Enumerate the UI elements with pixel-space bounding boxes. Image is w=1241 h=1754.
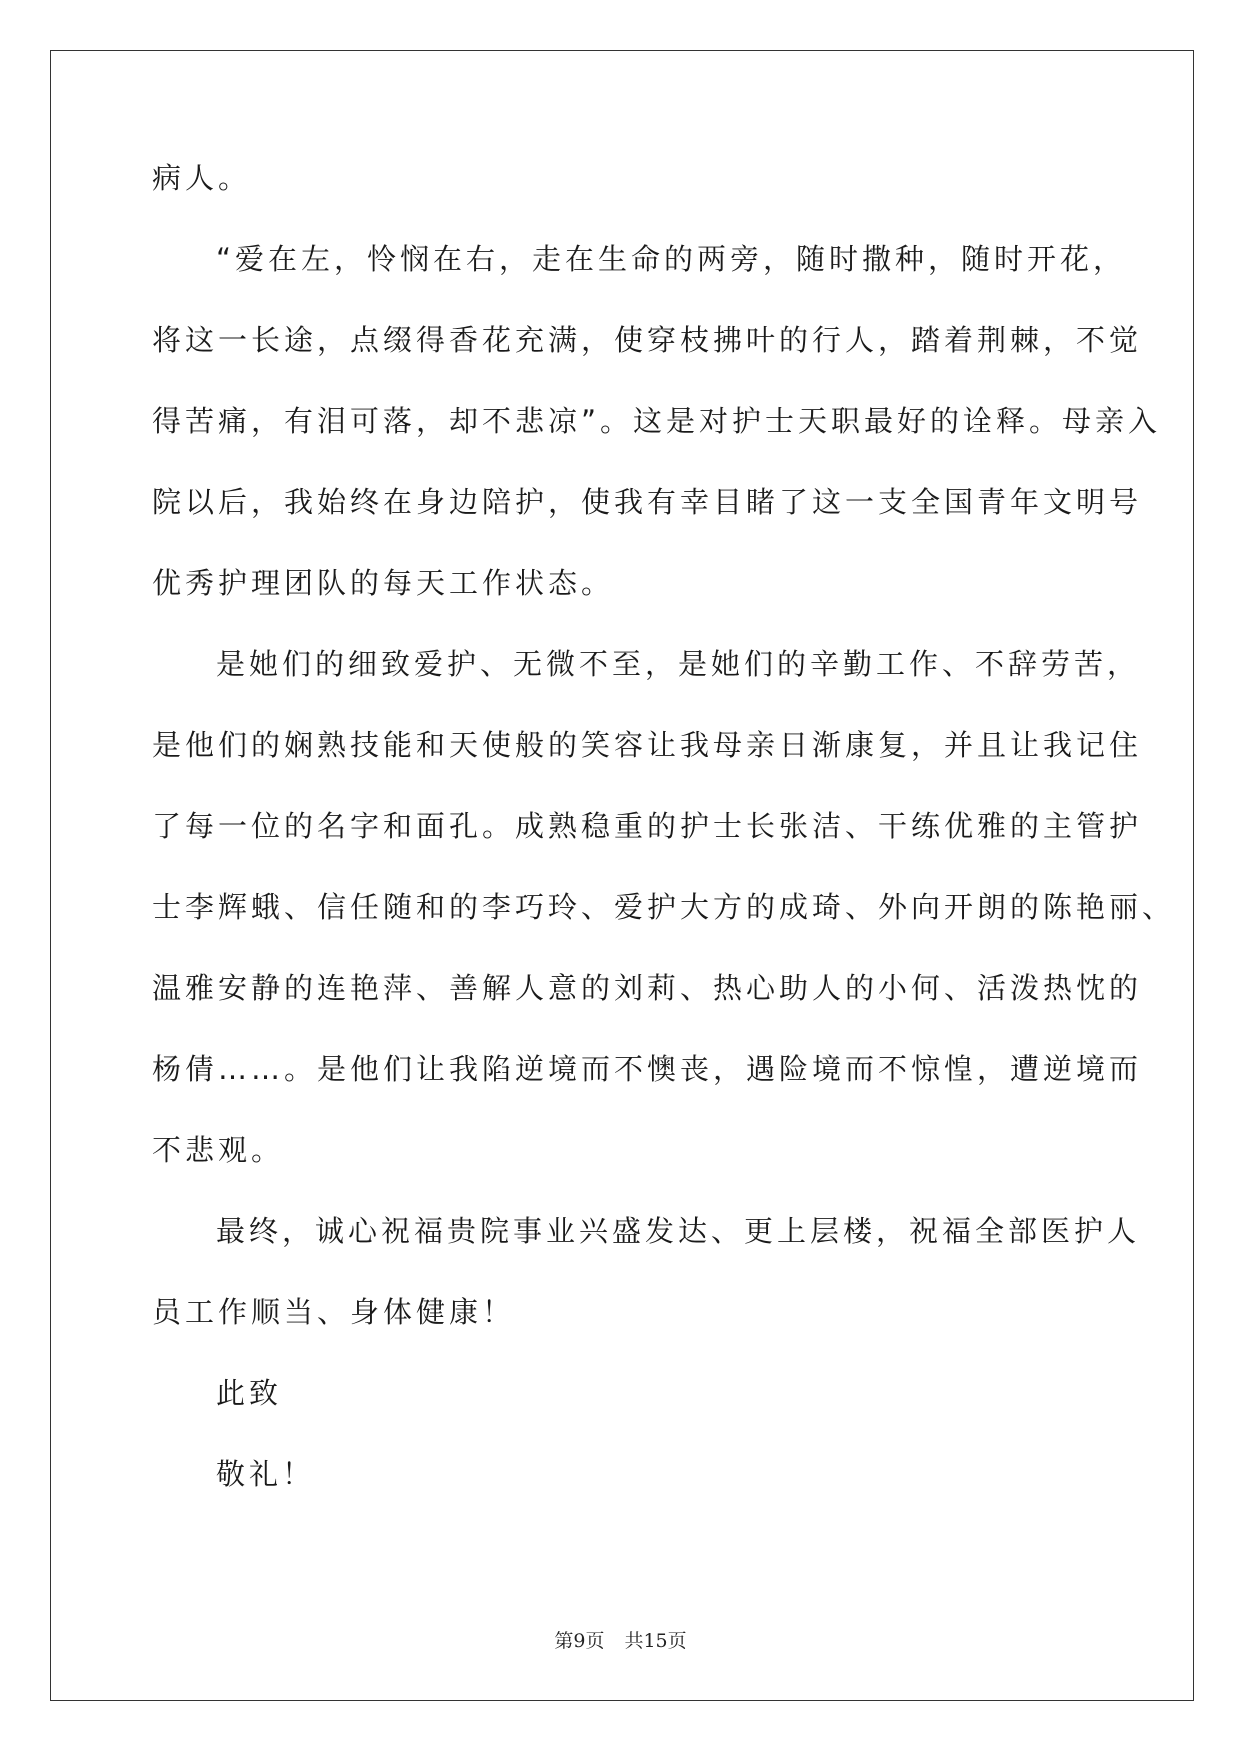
closing-salutation: 此致 — [216, 1376, 283, 1410]
page-total: 共15页 — [624, 1630, 687, 1652]
closing-regards: 敬礼！ — [216, 1457, 316, 1491]
text-line: 了每一位的名字和面孔。成熟稳重的护士长张洁、干练优雅的主管护 — [152, 809, 1143, 843]
text-line: 不悲观。 — [152, 1133, 285, 1167]
text-line: 病人。 — [152, 161, 252, 195]
text-line: “爱在左，怜悯在右，走在生命的两旁，随时撒种，随时开花， — [216, 242, 1127, 276]
text-line: 优秀护理团队的每天工作状态。 — [152, 566, 615, 600]
page-number: 第9页 — [554, 1630, 605, 1652]
text-line: 将这一长途，点缀得香花充满，使穿枝拂叶的行人，踏着荆棘，不觉 — [152, 323, 1143, 357]
text-line: 是他们的娴熟技能和天使般的笑容让我母亲日渐康复，并且让我记住 — [152, 728, 1143, 762]
page-footer — [0, 1626, 1241, 1653]
letter-body — [152, 160, 1176, 1537]
text-line: 院以后，我始终在身边陪护，使我有幸目睹了这一支全国青年文明号 — [152, 485, 1143, 519]
text-line: 温雅安静的连艳萍、善解人意的刘莉、热心助人的小何、活泼热忱的 — [152, 971, 1143, 1005]
text-line: 最终，诚心祝福贵院事业兴盛发达、更上层楼，祝福全部医护人 — [216, 1214, 1141, 1248]
text-line: 员工作顺当、身体健康！ — [152, 1295, 516, 1329]
text-line: 士李辉蛾、信任随和的李巧玲、爱护大方的成琦、外向开朗的陈艳丽、 — [152, 890, 1176, 924]
text-line: 是她们的细致爱护、无微不至，是她们的辛勤工作、不辞劳苦， — [216, 647, 1141, 681]
text-line: 杨倩……。是他们让我陷逆境而不懊丧，遇险境而不惊惶，遭逆境而 — [152, 1052, 1143, 1086]
text-line: 得苦痛，有泪可落，却不悲凉”。这是对护士天职最好的诠释。母亲入 — [152, 404, 1162, 438]
